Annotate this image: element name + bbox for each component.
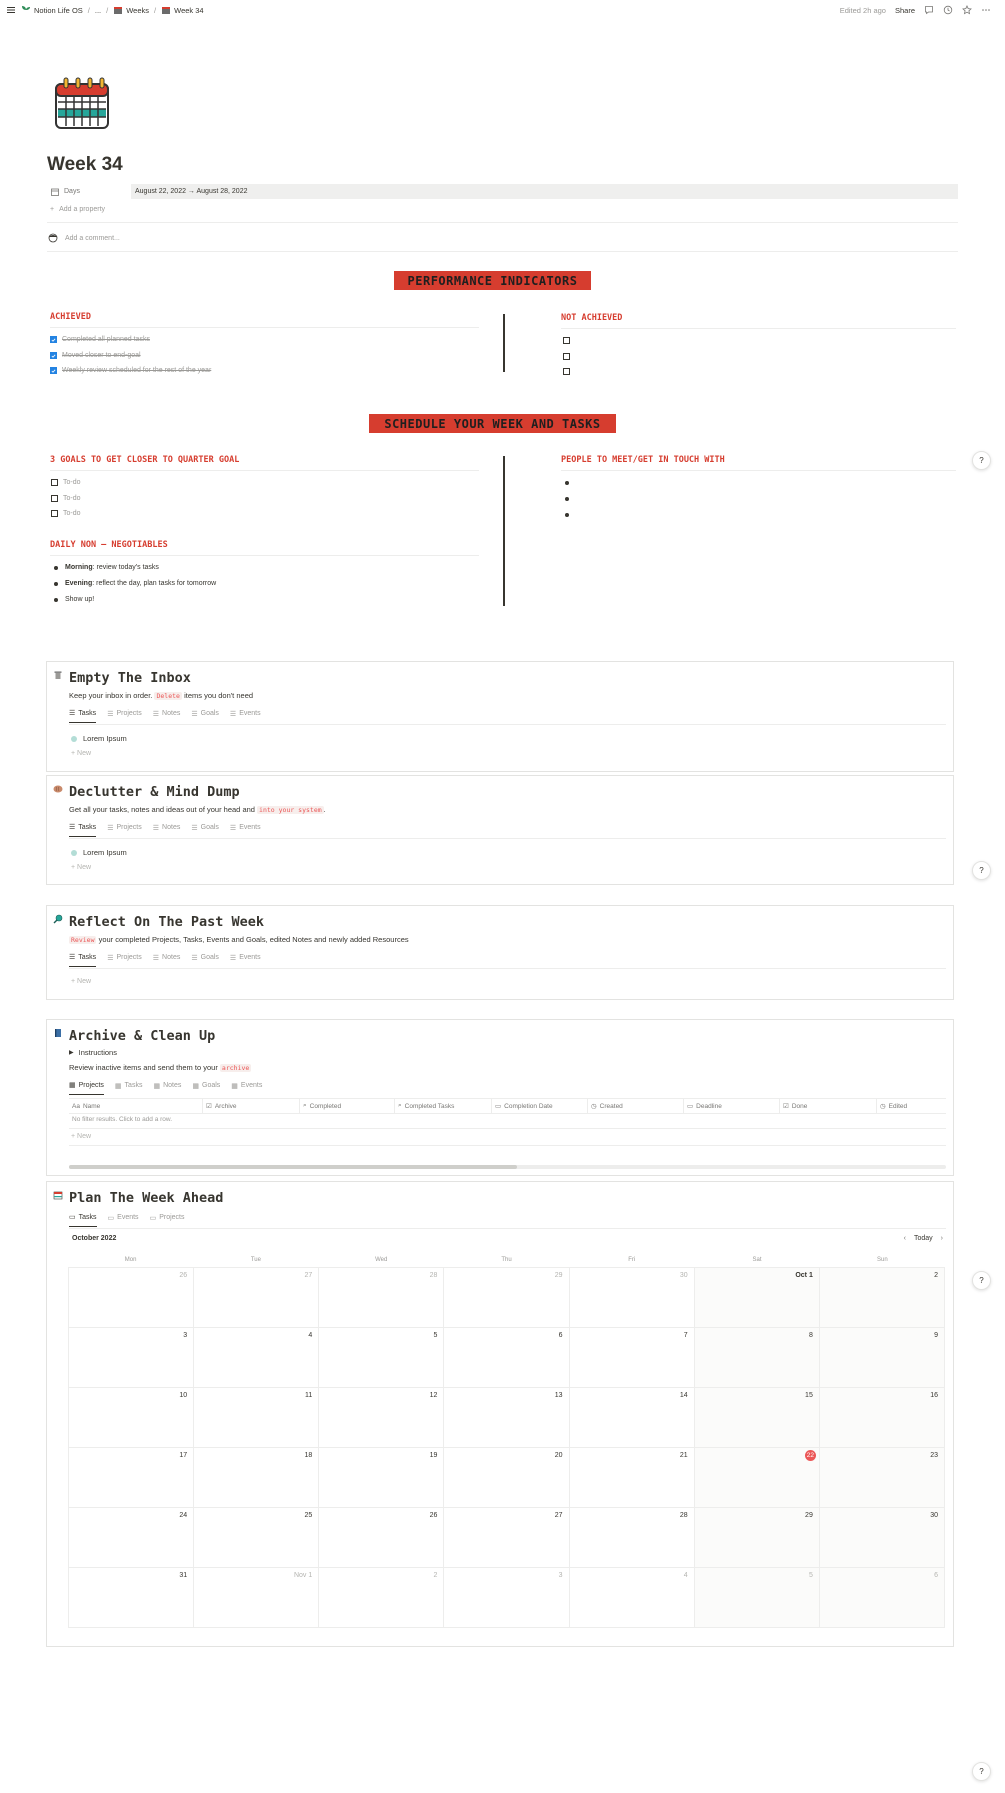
property-days [47,184,958,199]
help-button[interactable]: ? [972,861,991,880]
calendar-day-cell[interactable] [820,1328,945,1388]
goal-todo[interactable]: To-do [51,479,81,486]
day-number: 28 [429,1272,438,1279]
day-number: 26 [179,1272,188,1279]
instructions-toggle[interactable]: ▶ Instructions [69,1048,117,1057]
calendar-day-cell[interactable] [194,1448,319,1508]
today-button[interactable]: Today [913,1235,933,1242]
chevron-left-icon[interactable]: ‹ [903,1235,906,1242]
calendar-day-cell[interactable] [444,1268,569,1328]
day-number: 4 [683,1572,688,1579]
calendar-day-cell[interactable] [444,1568,569,1628]
tab-events[interactable]: ▭ Events [107,1214,139,1222]
list-icon: ☰ [107,710,114,718]
tab-tasks[interactable]: ☰ Tasks [69,709,96,723]
callout-description: Review your completed Projects, Tasks, Events and Goals, edited Notes and newly added Resources [71,935,409,944]
empty-table-message[interactable]: No filter results. Click to add a row. [72,1116,173,1123]
bullet-dot [54,582,58,586]
comment-icon[interactable] [924,5,934,15]
divider [69,1128,946,1129]
calendar-day-cell[interactable] [695,1268,820,1328]
bullet-dot [54,598,58,602]
divider [69,1228,946,1229]
day-number: 5 [808,1572,813,1579]
calendar-day-cell[interactable] [820,1268,945,1328]
calendar-day-cell[interactable] [820,1388,945,1448]
schedule-banner: SCHEDULE YOUR WEEK AND TASKS [369,414,616,433]
calendar-day-cell[interactable] [444,1448,569,1508]
calendar-day-cell[interactable] [194,1508,319,1568]
calendar-icon [113,5,123,15]
column-divider [503,314,505,372]
view-tabs [69,953,261,967]
checkbox-checked[interactable] [50,336,57,343]
day-number: 7 [683,1332,688,1339]
tab-tasks[interactable]: ☰ Tasks [69,953,96,967]
list-icon: ☰ [191,954,198,962]
day-number: Oct 1 [795,1272,813,1279]
day-number: 20 [554,1452,563,1459]
new-item-button[interactable]: + New [71,750,92,757]
breadcrumb-notion-life-os[interactable]: Notion Life OS [21,5,83,15]
calendar-day-cell[interactable] [69,1268,194,1328]
daily-item[interactable]: Evening: reflect the day, plan tasks for tomorrow [54,580,216,587]
new-row-button[interactable]: + New [71,1133,92,1140]
brain-icon [53,784,63,794]
weekday-mon: Mon [124,1257,137,1263]
check-icon [51,368,56,374]
not-achieved-item[interactable] [563,337,570,344]
calendar-day-cell[interactable] [194,1568,319,1628]
view-tabs [69,1081,262,1095]
help-button[interactable]: ? [972,451,991,470]
bullet-dot [54,566,58,570]
weekday-thu: Thu [501,1257,512,1263]
calendar-week-row [69,1388,945,1448]
divider [50,470,479,471]
top-actions [840,0,991,20]
status-dot-icon [71,736,77,742]
table-icon: ▦ [231,1082,238,1090]
achieved-item[interactable]: Weekly review scheduled for the rest of the year [50,367,211,374]
callout-title: Plan The Week Ahead [69,1190,224,1206]
checkbox-unchecked[interactable] [51,495,58,502]
checkbox-unchecked[interactable] [563,368,570,375]
new-item-button[interactable]: + New [71,864,92,871]
achieved-item[interactable]: Moved closer to end-goal [50,352,141,359]
calendar-day-cell[interactable] [444,1328,569,1388]
weekday-sat: Sat [752,1257,762,1263]
list-icon: ☰ [69,710,76,717]
day-number: 12 [429,1392,438,1399]
callout-empty-inbox [46,661,954,772]
goals-heading: 3 GOALS TO GET CLOSER TO QUARTER GOAL [50,455,240,465]
clock-icon: ◷ [880,1103,886,1110]
day-number: 30 [679,1272,688,1279]
day-number: 3 [183,1332,188,1339]
breadcrumb-ellipsis[interactable]: ... [94,5,102,15]
list-icon: ☰ [107,824,114,832]
day-number: 25 [304,1512,313,1519]
callout-title: Declutter & Mind Dump [69,784,240,800]
weekday-fri: Fri [628,1257,636,1263]
list-icon: ☰ [152,710,160,718]
search-icon: ⌕ [303,1102,307,1109]
day-number: 14 [679,1392,688,1399]
tab-projects[interactable]: ▦ Projects [69,1081,104,1095]
bullet-dot [565,513,569,517]
day-number: 10 [179,1392,188,1399]
column-deadline[interactable]: ▭ Deadline [684,1099,780,1113]
view-tabs [69,709,261,723]
clock-icon: ◷ [591,1103,597,1110]
more-icon[interactable] [981,5,991,15]
horizontal-scrollbar[interactable] [69,1165,946,1169]
day-number: 15 [805,1392,813,1399]
day-number: Nov 1 [293,1572,313,1579]
status-dot-icon [71,850,77,856]
check-icon [51,337,56,343]
day-number: 3 [558,1572,563,1579]
day-number: 29 [554,1272,563,1279]
calendar-day-cell[interactable] [69,1448,194,1508]
callout-reflect [46,905,954,1000]
achieved-heading: ACHIEVED [50,312,91,322]
calendar-day-cell[interactable] [695,1328,820,1388]
date-range-value[interactable]: August 22, 2022 → August 28, 2022 [131,184,958,199]
triangle-right-icon: ▶ [69,1050,74,1056]
calendar-icon: ▭ [107,1214,115,1222]
calendar-day-cell[interactable] [695,1448,820,1508]
edited-timestamp: Edited 2h ago [839,5,886,15]
column-completion-date[interactable]: ▭ Completion Date [492,1099,588,1113]
today-badge: 22 [806,1452,814,1459]
table-icon: ▦ [153,1082,161,1090]
divider [47,222,958,223]
breadcrumb [6,5,204,15]
calendar-icon: ▭ [149,1214,157,1222]
book-icon [53,1028,63,1038]
calendar-day-cell[interactable] [69,1388,194,1448]
weekday-tue: Tue [250,1257,261,1263]
view-tabs [69,1213,184,1227]
calendar-day-cell[interactable] [69,1568,194,1628]
not-achieved-heading: NOT ACHIEVED [561,313,623,323]
bullet-dot [565,481,569,485]
list-item[interactable]: Lorem Ipsum [71,848,127,857]
calendar-icon [161,5,171,15]
table-header [69,1098,946,1114]
tab-notes[interactable]: ☰ Notes [152,710,181,718]
list-icon: ☰ [69,954,76,961]
calendar-page-icon[interactable] [54,76,110,130]
callout-title: Empty The Inbox [69,670,191,686]
tab-projects[interactable]: ▭ Projects [149,1214,185,1222]
tab-tasks[interactable]: ▦ Tasks [114,1082,143,1090]
calendar-grid [68,1267,945,1628]
daily-heading: DAILY NON – NEGOTIABLES [50,540,168,550]
calendar-month: October 2022 [72,1235,117,1242]
breadcrumb-separator: / [106,5,109,15]
list-icon: ☰ [152,824,160,832]
calendar-week-row [69,1268,945,1328]
achieved-item[interactable]: Completed all planned tasks [50,336,150,343]
day-number: 30 [930,1512,938,1519]
list-icon: ☰ [191,710,198,718]
calendar-nav [904,1235,943,1242]
calendar-day-cell[interactable] [820,1448,945,1508]
calendar-day-cell[interactable] [820,1568,945,1628]
calendar-day-cell[interactable] [570,1568,695,1628]
goal-todo[interactable]: To-do [51,510,81,517]
tab-goals[interactable]: ▦ Goals [192,1082,221,1090]
not-achieved-item[interactable] [563,368,570,375]
breadcrumb-weeks[interactable]: Weeks [113,5,149,15]
checkbox-icon: ☑ [783,1103,789,1110]
divider [69,1145,946,1146]
day-number: 23 [930,1452,938,1459]
calendar-day-cell[interactable] [570,1448,695,1508]
day-number: 6 [558,1332,563,1339]
tab-tasks[interactable]: ▭ Tasks [69,1213,97,1227]
goal-todo[interactable]: To-do [51,495,81,502]
list-icon: ☰ [229,824,237,832]
weekday-sun: Sun [876,1257,888,1263]
calendar-icon: ▭ [69,1214,76,1221]
avatar [48,233,58,243]
calendar-icon: ▭ [687,1103,694,1110]
calendar-day-cell[interactable] [319,1568,444,1628]
day-number: 2 [433,1572,438,1579]
calendar-icon [53,1190,63,1200]
checkbox-unchecked[interactable] [563,353,570,360]
day-number: 16 [930,1392,938,1399]
day-number: 28 [679,1512,688,1519]
help-button[interactable]: ? [972,1762,991,1781]
weekday-header [68,1257,945,1267]
calendar-day-cell[interactable] [319,1508,444,1568]
day-number: 5 [433,1332,438,1339]
day-number: 13 [554,1392,563,1399]
checkbox-unchecked[interactable] [563,337,570,344]
column-name[interactable]: Aa Name [69,1099,203,1113]
divider [69,968,946,969]
divider [69,724,946,725]
view-tabs [69,823,261,837]
breadcrumb-separator: / [154,5,157,15]
day-number: 6 [934,1572,938,1579]
table-icon: ▦ [69,1082,76,1089]
column-edited[interactable]: ◷ Edited [880,1102,908,1110]
history-icon[interactable] [943,5,953,15]
trash-icon [53,670,63,680]
column-divider [503,456,505,606]
tab-goals[interactable]: ☰ Goals [191,954,219,962]
calendar-day-cell[interactable] [444,1388,569,1448]
plus-icon: + [50,206,55,213]
calendar-day-cell[interactable] [695,1508,820,1568]
divider [50,555,479,556]
sidebar-menu-icon[interactable] [6,5,16,15]
people-item[interactable] [565,497,569,501]
calendar-week-row [69,1508,945,1568]
day-number: 4 [308,1332,313,1339]
day-number: 24 [179,1512,188,1519]
day-number: 17 [179,1452,188,1459]
list-icon: ☰ [191,824,198,832]
list-icon: ☰ [229,710,237,718]
chevron-right-icon[interactable]: › [940,1235,943,1242]
callout-description: Keep your inbox in order. Delete items you don't need [69,691,254,700]
callout-description: Get all your tasks, notes and ideas out of your head and into your system . [69,805,326,814]
callout-title: Archive & Clean Up [69,1028,216,1044]
list-icon: ☰ [69,824,76,831]
calendar-week-row [69,1568,945,1628]
tab-goals[interactable]: ☰ Goals [191,824,219,832]
list-icon: ☰ [107,954,114,962]
day-number: 27 [304,1272,313,1279]
star-icon[interactable] [962,5,972,15]
tab-notes[interactable]: ☰ Notes [152,954,181,962]
magnifier-icon [53,914,63,924]
day-number: 27 [554,1512,563,1519]
calendar-day-cell[interactable] [695,1388,820,1448]
tab-events[interactable]: ☰ Events [229,710,261,718]
divider [69,838,946,839]
checkbox-unchecked[interactable] [51,479,58,486]
share-button[interactable]: Share [894,5,915,15]
not-achieved-item[interactable] [563,353,570,360]
calendar-day-cell[interactable] [319,1328,444,1388]
bullet-dot [565,497,569,501]
tab-projects[interactable]: ☰ Projects [107,954,142,962]
daily-item[interactable]: Show up! [54,596,94,603]
checkbox-checked[interactable] [50,352,57,359]
calendar-day-cell[interactable] [319,1268,444,1328]
performance-indicators-banner: PERFORMANCE INDICATORS [394,271,591,290]
calendar-day-cell[interactable] [319,1388,444,1448]
calendar-day-cell[interactable] [570,1328,695,1388]
calendar-day-cell[interactable] [570,1388,695,1448]
day-number: 18 [304,1452,313,1459]
column-archive[interactable]: ☑ Archive [203,1099,300,1113]
day-number: 29 [805,1512,813,1519]
column-done[interactable]: ☑ Done [780,1099,877,1113]
text-icon: Aa [72,1102,80,1110]
tab-events[interactable]: ☰ Events [229,954,261,962]
calendar-week-row [69,1328,945,1388]
people-item[interactable] [565,513,569,517]
tab-goals[interactable]: ☰ Goals [191,710,219,718]
day-number: 11 [305,1392,313,1399]
calendar-icon [50,187,60,197]
tab-events[interactable]: ☰ Events [229,824,261,832]
day-number: 9 [934,1332,938,1339]
people-heading: PEOPLE TO MEET/GET IN TOUCH WITH [561,455,725,465]
breadcrumb-week-34[interactable]: Week 34 [161,5,203,15]
top-bar [0,0,1005,20]
column-completed[interactable]: ⌕ Completed [300,1099,395,1113]
calendar-day-cell[interactable] [194,1328,319,1388]
callout-description: Review inactive items and send them to your archive [69,1063,250,1072]
day-number: 8 [808,1332,813,1339]
calendar-day-cell[interactable] [194,1268,319,1328]
day-number: 2 [934,1272,938,1279]
calendar-day-cell[interactable] [695,1568,820,1628]
tab-events[interactable]: ▦ Events [231,1082,263,1090]
divider [47,251,958,252]
weekday-wed: Wed [375,1257,388,1263]
calendar-day-cell[interactable] [570,1268,695,1328]
checkbox-checked[interactable] [50,367,57,374]
add-property-button[interactable]: + Add a property [50,206,106,213]
calendar-day-cell[interactable] [69,1508,194,1568]
breadcrumb-separator: / [87,5,90,15]
daily-item[interactable]: Morning: review today's tasks [54,564,159,571]
tab-tasks[interactable]: ☰ Tasks [69,823,96,837]
scrollbar-thumb[interactable] [69,1165,517,1169]
day-number: 26 [429,1512,438,1519]
divider [561,470,956,471]
divider [561,328,956,329]
column-completed-tasks[interactable]: ⌕ Completed Tasks [395,1099,492,1113]
new-item-button[interactable]: + New [71,978,92,985]
list-icon: ☰ [229,954,237,962]
table-icon: ▦ [192,1082,199,1090]
day-number: 31 [179,1572,188,1579]
search-icon: ⌕ [398,1102,402,1109]
page-title[interactable]: Week 34 [47,154,123,175]
callout-archive [46,1019,954,1176]
calendar-day-cell[interactable] [319,1448,444,1508]
callout-title: Reflect On The Past Week [69,914,265,930]
property-label[interactable]: Days [47,187,131,197]
callout-declutter [46,775,954,885]
column-created[interactable]: ◷ Created [588,1099,684,1113]
checkbox-unchecked[interactable] [51,510,58,517]
calendar-day-cell[interactable] [820,1508,945,1568]
day-number: 21 [679,1452,688,1459]
tab-projects[interactable]: ☰ Projects [107,710,142,718]
plant-icon [21,5,31,15]
checkbox-icon: ☑ [206,1103,212,1110]
list-icon: ☰ [152,954,160,962]
calendar [68,1257,945,1628]
list-item[interactable]: Lorem Ipsum [71,734,127,743]
table-icon: ▦ [114,1082,122,1090]
add-comment-input[interactable]: Add a comment... [48,233,120,243]
people-item[interactable] [565,481,569,485]
tab-projects[interactable]: ☰ Projects [107,824,142,832]
divider [50,327,479,328]
tab-notes[interactable]: ☰ Notes [152,824,181,832]
calendar-day-cell[interactable] [570,1508,695,1568]
check-icon [51,353,56,359]
calendar-day-cell[interactable] [69,1328,194,1388]
calendar-week-row [69,1448,945,1508]
calendar-day-cell[interactable] [194,1388,319,1448]
calendar-day-cell[interactable] [444,1508,569,1568]
tab-notes[interactable]: ▦ Notes [153,1082,182,1090]
help-button[interactable]: ? [972,1271,991,1290]
day-number: 19 [429,1452,438,1459]
calendar-icon: ▭ [495,1103,502,1110]
